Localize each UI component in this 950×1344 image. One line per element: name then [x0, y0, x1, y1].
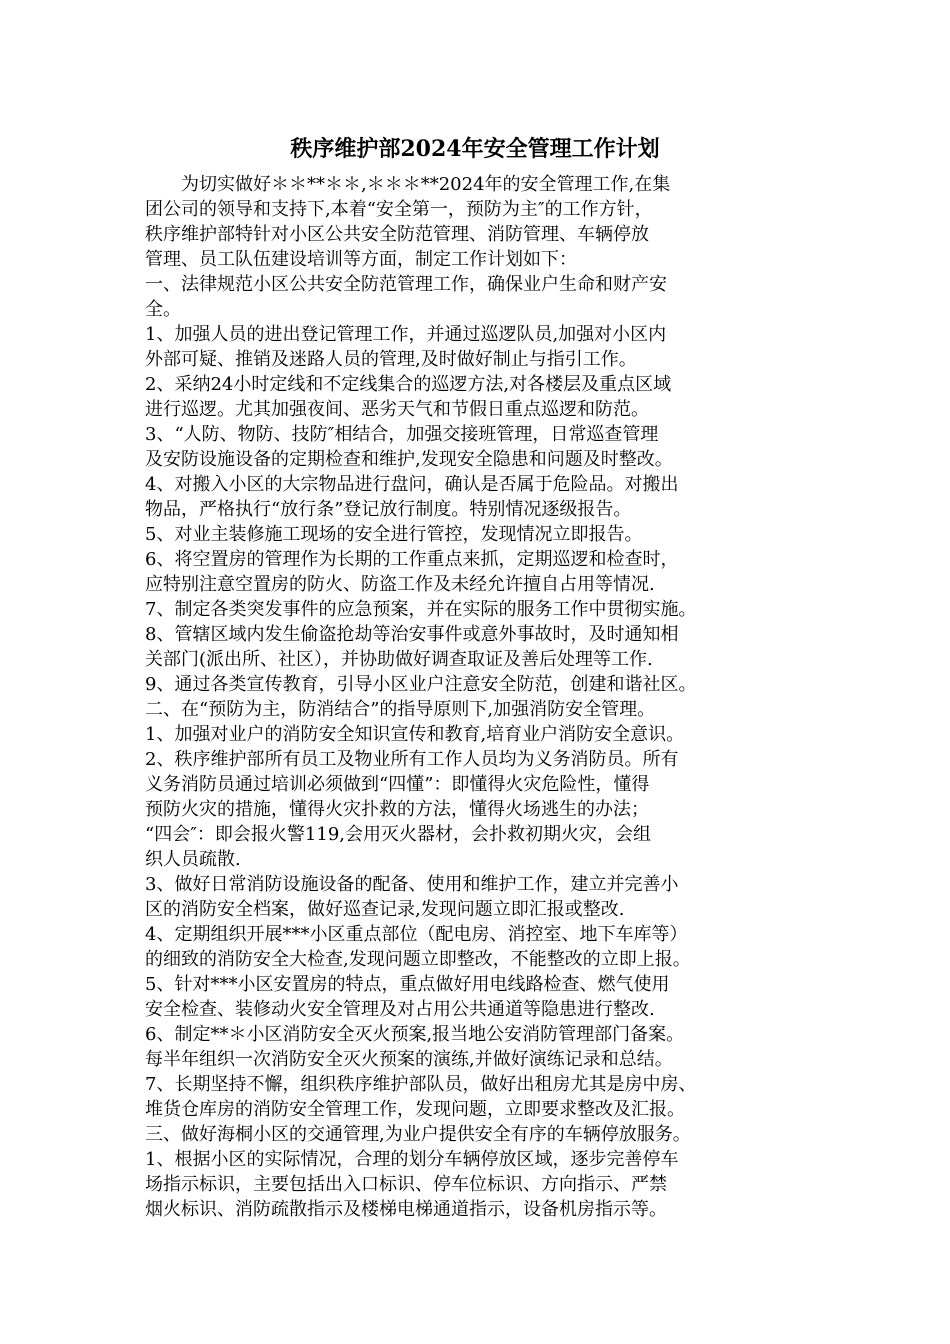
- text-line: 秩序维护部特针对小区公共安全防范管理、消防管理、车辆停放: [145, 224, 649, 245]
- text-line: 预防火灾的措施，懂得火灾扑救的方法，懂得火场逃生的办法；: [145, 799, 649, 820]
- text-line: 3、做好日常消防设施设备的配备、使用和维护工作，建立并完善小: [145, 874, 679, 895]
- document-title: 秩序维护部2024年安全管理工作计划: [290, 136, 660, 162]
- text-line: “四会″：即会报火警119,会用灭火器材，会扑救初期火灾，会组: [145, 824, 652, 845]
- text-line: 2、采纳24小时定线和不定线集合的巡逻方法,对各楼层及重点区域: [145, 374, 672, 395]
- text-line: 物品，严格执行“放行条”登记放行制度。特别情况逐级报告。: [145, 499, 632, 520]
- text-line: 每半年组织一次消防安全灭火预案的演练,并做好演练记录和总结。: [145, 1049, 673, 1070]
- text-line: 6、将空置房的管理作为长期的工作重点来抓，定期巡逻和检查时，: [145, 549, 679, 570]
- text-line: 1、加强人员的进出登记管理工作，并通过巡逻队员,加强对小区内: [145, 324, 667, 345]
- text-line: 一、法律规范小区公共安全防范管理工作，确保业户生命和财产安: [145, 274, 667, 295]
- text-line: 7、制定各类突发事件的应急预案，并在实际的服务工作中贯彻实施。: [145, 599, 697, 620]
- text-line: 义务消防员通过培训必须做到“四懂”：即懂得火灾危险性，懂得: [145, 774, 650, 795]
- text-line: 8、管辖区域内发生偷盗抢劫等治安事件或意外事故时，及时通知相: [145, 624, 679, 645]
- text-line: 为切实做好＊＊**＊＊,＊＊＊**2024年的安全管理工作,在集: [181, 174, 671, 195]
- text-line: 6、制定**＊小区消防安全灭火预案,报当地公安消防管理部门备案。: [145, 1024, 685, 1045]
- text-line: 应特别注意空置房的防火、防盗工作及未经允许擅自占用等情况.: [145, 574, 655, 595]
- text-line: 关部门(派出所、社区），并协助做好调查取证及善后处理等工作.: [145, 649, 653, 670]
- text-line: 团公司的领导和支持下,本着“安全第一，预防为主″的工作方针，: [145, 199, 653, 220]
- text-line: 烟火标识、消防疏散指示及楼梯电梯通道指示，设备机房指示等。: [145, 1199, 667, 1220]
- text-line: 管理、员工队伍建设培训等方面，制定工作计划如下：: [145, 249, 577, 270]
- text-line: 1、根据小区的实际情况，合理的划分车辆停放区域，逐步完善停车: [145, 1149, 679, 1170]
- text-line: 的细致的消防安全大检查,发现问题立即整改，不能整改的立即上报。: [145, 949, 691, 970]
- text-line: 7、长期坚持不懈，组织秩序维护部队员，做好出租房尤其是房中房、: [145, 1074, 697, 1095]
- text-line: 9、通过各类宣传教育，引导小区业户注意安全防范，创建和谐社区。: [145, 674, 697, 695]
- text-line: 1、加强对业户的消防安全知识宣传和教育,培育业户消防安全意识。: [145, 724, 685, 745]
- text-line: 3、“人防、物防、技防″相结合，加强交接班管理，日常巡查管理: [145, 424, 659, 445]
- text-line: 区的消防安全档案，做好巡查记录,发现问题立即汇报或整改.: [145, 899, 625, 920]
- text-line: 堆货仓库房的消防安全管理工作，发现问题，立即要求整改及汇报。: [145, 1099, 685, 1120]
- text-line: 4、对搬入小区的大宗物品进行盘问，确认是否属于危险品。对搬出: [145, 474, 679, 495]
- text-line: 三、做好海桐小区的交通管理,为业户提供安全有序的车辆停放服务。: [145, 1124, 691, 1145]
- text-line: 2、秩序维护部所有员工及物业所有工作人员均为义务消防员。所有: [145, 749, 679, 770]
- text-line: 二、在“预防为主，防消结合”的指导原则下,加强消防安全管理。: [145, 699, 656, 720]
- text-line: 场指示标识，主要包括出入口标识、停车位标识、方向指示、严禁: [145, 1174, 667, 1195]
- text-line: 4、定期组织开展***小区重点部位（配电房、消控室、地下车库等）: [145, 924, 688, 945]
- text-line: 进行巡逻。尤其加强夜间、恶劣天气和节假日重点巡逻和防范。: [145, 399, 649, 420]
- text-line: 安全检查、装修动火安全管理及对占用公共通道等隐患进行整改.: [145, 999, 655, 1020]
- document-body: [145, 172, 825, 1222]
- text-line: 织人员疏散.: [145, 849, 241, 870]
- text-line: 5、针对***小区安置房的特点，重点做好用电线路检查、燃气使用: [145, 974, 670, 995]
- text-line: 5、对业主装修施工现场的安全进行管控，发现情况立即报告。: [145, 524, 643, 545]
- text-line: 外部可疑、推销及迷路人员的管理,及时做好制止与指引工作。: [145, 349, 637, 370]
- text-line: 全。: [145, 299, 181, 320]
- text-line: 及安防设施设备的定期检查和维护,发现安全隐患和问题及时整改。: [145, 449, 673, 470]
